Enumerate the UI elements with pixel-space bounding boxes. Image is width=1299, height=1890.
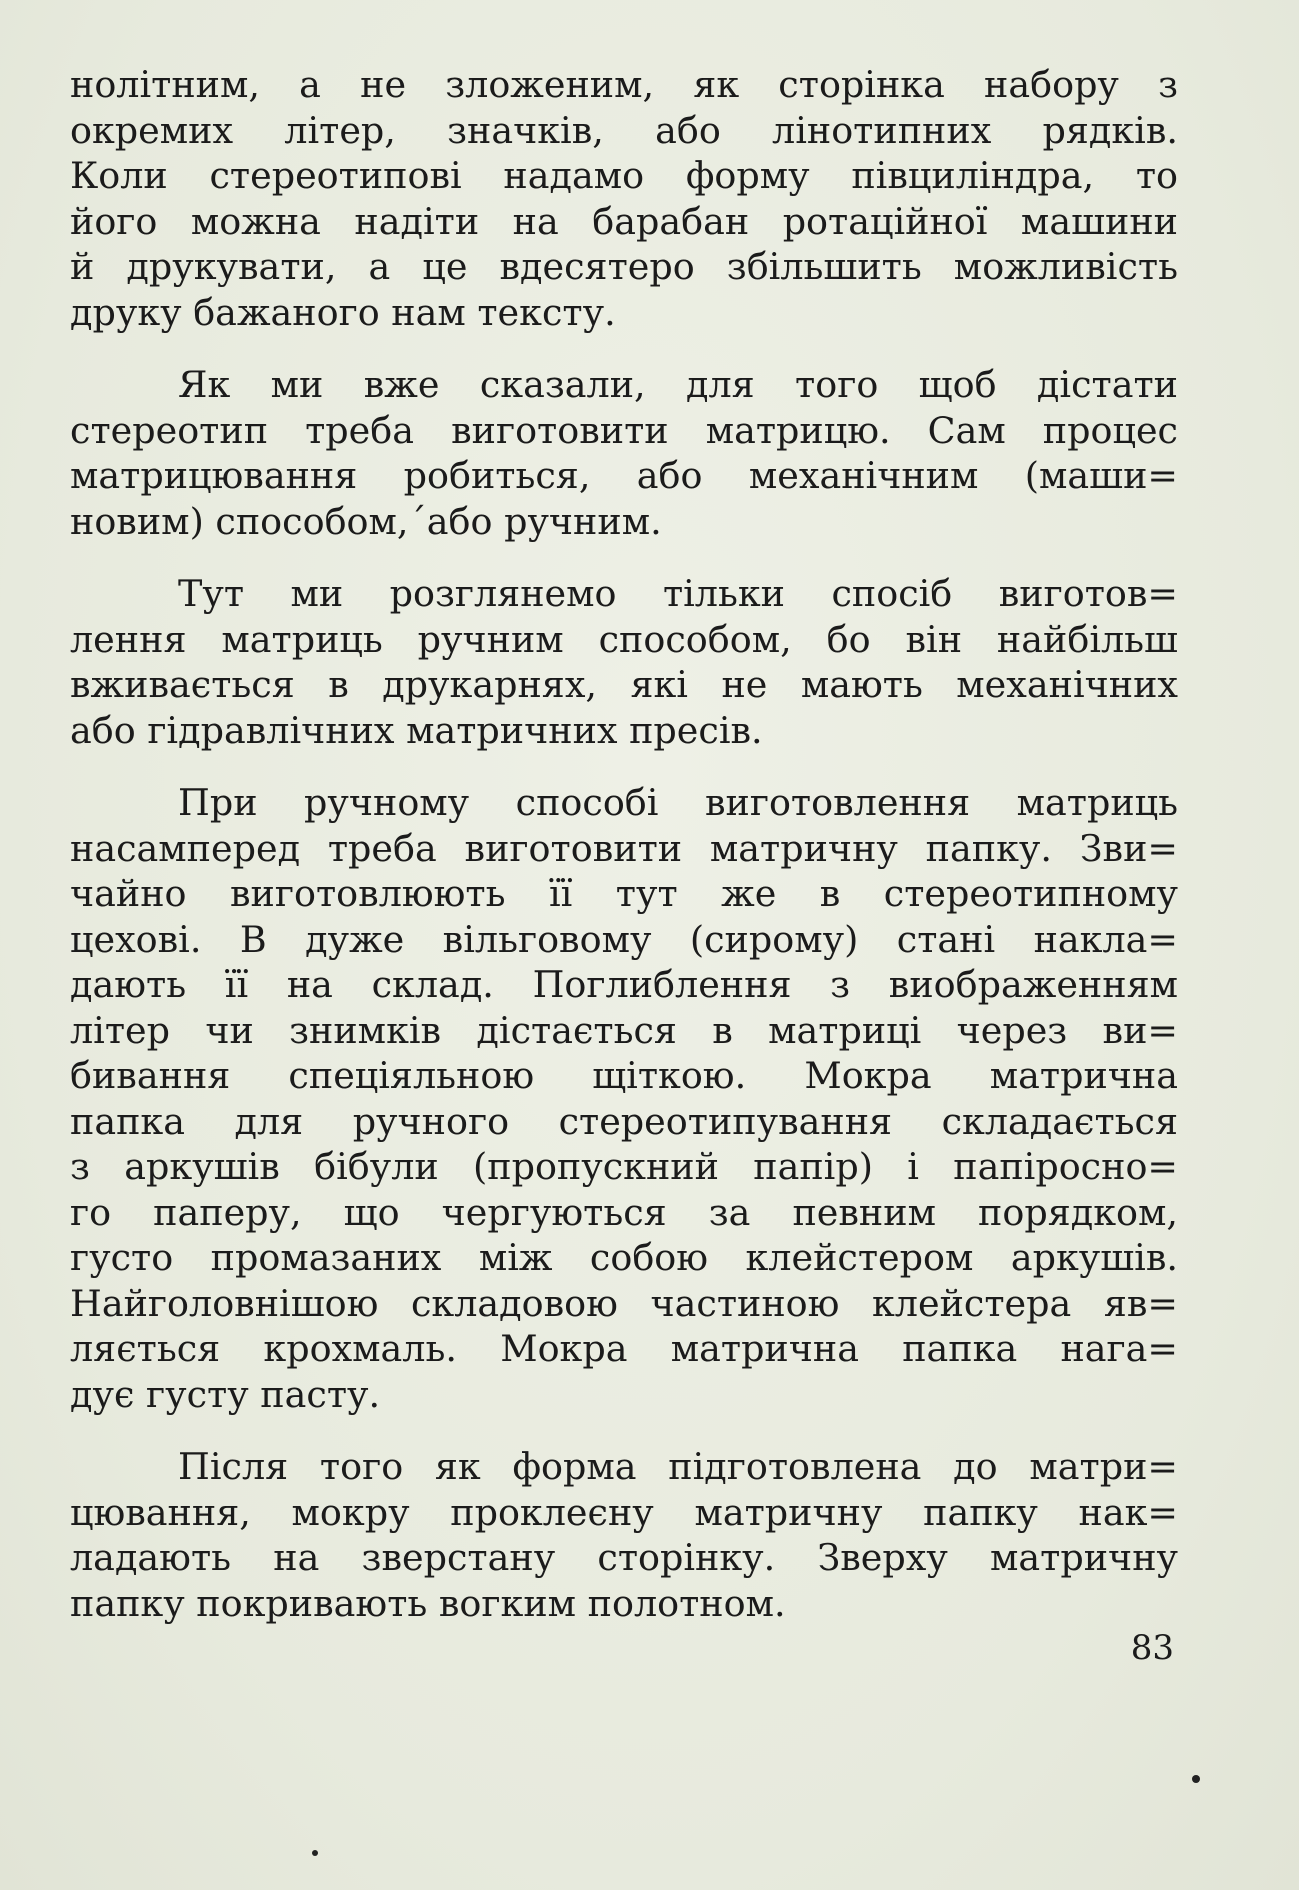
text-line: Тут ми розглянемо тільки спосіб виготов= (178, 572, 1178, 615)
text-line: ляється крохмаль. Мокра матрична папка нага= (70, 1327, 1178, 1370)
page-number: 83 (1130, 1628, 1174, 1668)
text-line: Коли стереотипові надамо форму півциліндра, то (70, 154, 1178, 197)
text-line: його можна надіти на барабан ротаційної машини (70, 199, 1178, 243)
text-line: окремих літер, значків, або лінотипних рядків. (70, 108, 1178, 152)
text-line: друку бажаного нам тексту. (70, 290, 616, 334)
paragraph-gap (70, 1417, 1178, 1444)
ink-speck (312, 1850, 318, 1856)
text-line: насамперед треба виготовити матричну папку. Зви= (70, 826, 1178, 870)
text-line: папка для ручного стереотипування складається (70, 1099, 1178, 1143)
text-line: При ручному способі виготовлення матриць (178, 781, 1178, 824)
text-line: папку покривають вогким полотном. (70, 1581, 786, 1625)
text-line: цювання, мокру проклеєну матричну папку нак= (70, 1490, 1178, 1534)
body-text (70, 62, 1178, 1626)
text-line: чайно виготовлюють її тут же в стереотипному (70, 872, 1178, 915)
text-line: го паперу, що чергуються за певним порядком, (70, 1190, 1178, 1234)
text-line: або гідравлічних матричних пресів. (70, 708, 763, 752)
text-line: новим) способом,´або ручним. (70, 499, 662, 543)
text-line: Після того як форма підготовлена до матри= (178, 1445, 1178, 1488)
text-line: лення матриць ручним способом, бо він найбільш (70, 617, 1178, 661)
paragraph (70, 1444, 1178, 1626)
text-line: з аркушів бібули (пропускний папір) і папіросно= (70, 1145, 1178, 1188)
paragraph (70, 780, 1178, 1417)
paragraph-gap (70, 335, 1178, 362)
ink-speck (1192, 1775, 1200, 1783)
text-line: й друкувати, а це вдесятеро збільшить можливість (70, 245, 1178, 288)
paragraph-gap (70, 544, 1178, 571)
text-line: густо промазаних між собою клейстером аркушів. (70, 1236, 1178, 1279)
text-line: цехові. В дуже вільговому (сирому) стані накла= (70, 917, 1178, 961)
paragraph (70, 571, 1178, 753)
paragraph-gap (70, 753, 1178, 780)
text-line: бивання спеціяльною щіткою. Мокра матрична (70, 1054, 1178, 1097)
text-line: нолітним, а не зложеним, як сторінка набору з (70, 63, 1178, 106)
paragraph (70, 62, 1178, 335)
text-line: ладають на зверстану сторінку. Зверху матричну (70, 1536, 1178, 1579)
text-line: дають її на склад. Поглиблення з виображенням (70, 963, 1178, 1006)
text-line: стереотип треба виготовити матрицю. Сам процес (70, 408, 1178, 452)
text-line: матрицювання робиться, або механічним (маши= (70, 454, 1178, 497)
text-line: Найголовнішою складовою частиною клейстера яв= (70, 1281, 1178, 1325)
text-line: дує густу пасту. (70, 1372, 381, 1416)
text-line: літер чи знимків дістається в матриці через ви= (70, 1008, 1178, 1052)
text-line: Як ми вже сказали, для того щоб дістати (178, 363, 1178, 406)
text-line: вживається в друкарнях, які не мають механічних (70, 663, 1178, 706)
paragraph (70, 362, 1178, 544)
